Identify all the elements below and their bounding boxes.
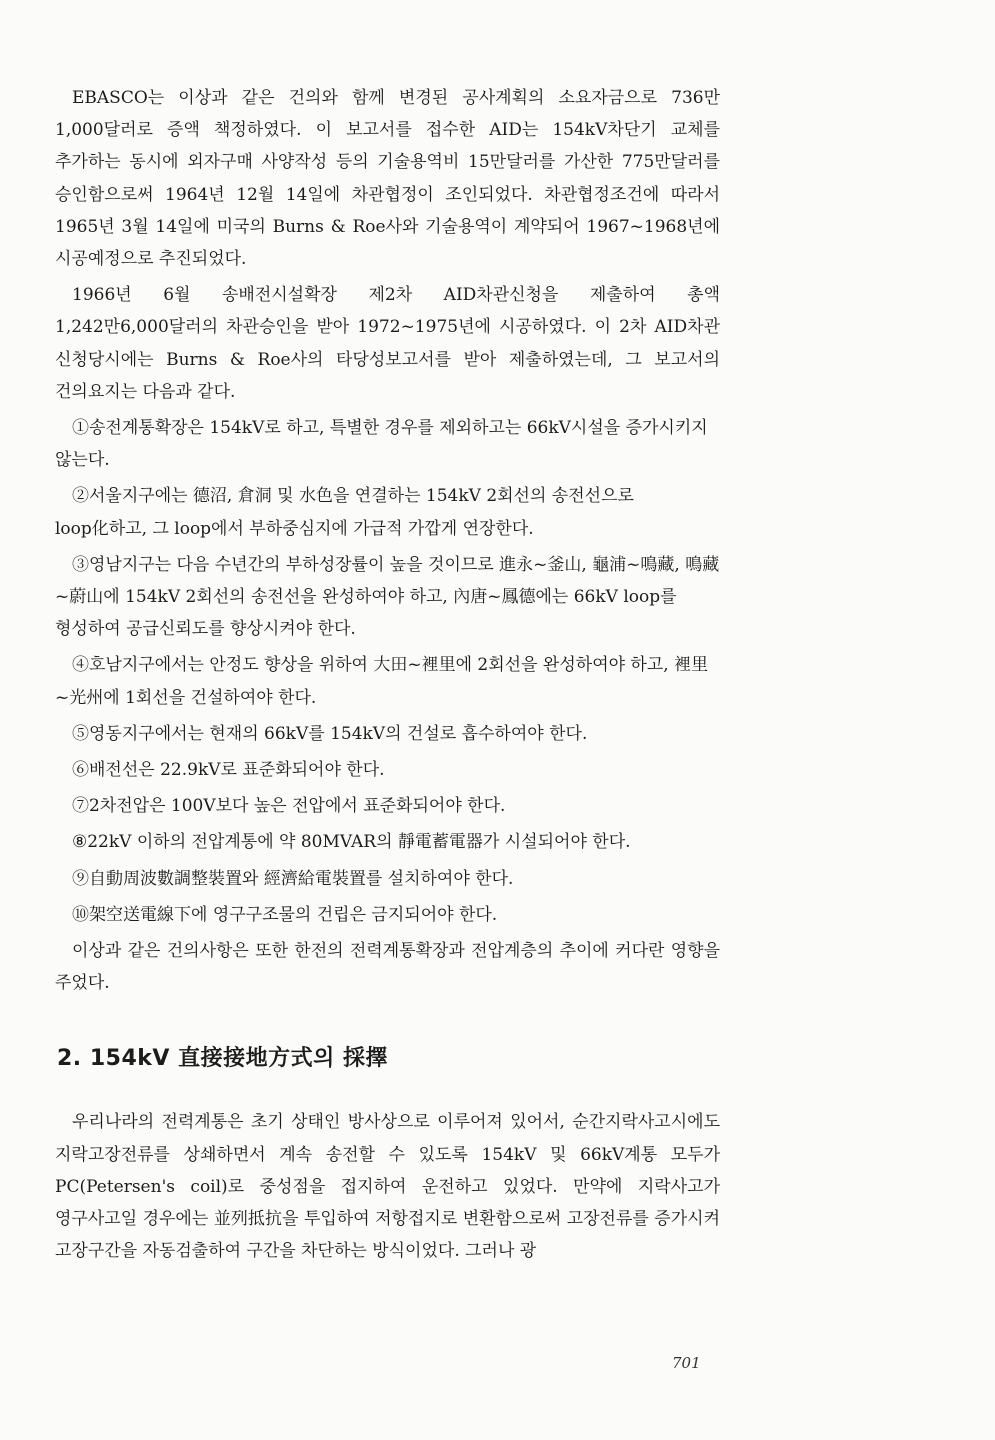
list-item: ②서울지구에는 德沼, 倉洞 및 水色을 연결하는 154kV 2회선의 송전선으로 loop化하고, 그 loop에서 부하중심지에 가급적 가깝게 연장한다. [55,486,634,539]
list-item: ③영남지구는 다음 수년간의 부하성장률이 높을 것이므로 進永~釜山, 龜浦~鳴藏, 鳴藏~蔚山에 154kV 2회선의 송전선을 완성하여야 하고, 內唐~鳳德에는 66kV loop를 형성하여 공급신뢰도를 향상시켜야 한다. [55,554,720,640]
paragraph-influence: 이상과 같은 건의사항은 또한 한전의 전력계통확장과 전압계층의 추이에 커다란 영향을 주었다. [55,941,720,994]
list-item: ⑦2차전압은 100V보다 높은 전압에서 표준화되어야 한다. [72,796,506,817]
paragraph-second-aid-loan: 1966년 6월 송배전시설확장 제2차 AID차관신청을 제출하여 총액 1,242만6,000달러의 차관승인을 받아 1972~1975년에 시공하였다. 이 2차 AID차관 신청당시에는 Burns & Roe사의 타당성보고서를 받아 제출하였는데, 그 보고서의 건의요지는 다음과 같다. [55,285,720,402]
page-number: 701 [672,1354,701,1372]
recommendation-list [55,412,720,931]
paragraph-ebasco: EBASCO는 이상과 같은 건의와 함께 변경된 공사계획의 소요자금으로 736만 1,000달러로 증액 책정하였다. 이 보고서를 접수한 AID는 154kV차단기 교체를 추가하는 동시에 외자구매 사양작성 등의 기술용역비 15만달러를 가산한 775만달러를 승인함으로써 1964년 12월 14일에 차관협정이 조인되었다. 차관협정조건에 따라서 1965년 3월 14일에 미국의 Burns & Roe사와 기술용역이 계약되어 1967~1968년에 시공예정으로 추진되었다. [55,88,720,270]
list-item: ⑩架空送電線下에 영구구조물의 건립은 금지되어야 한다. [72,904,498,925]
section-heading: 2. 154kV 直接接地方式의 採擇 [57,1046,388,1072]
list-item: ①송전계통확장은 154kV로 하고, 특별한 경우를 제외하고는 66kV시설을 증가시키지 않는다. [55,418,708,471]
document-body [55,82,720,1272]
list-item: ⑤영동지구에서는 현재의 66kV를 154kV의 건설로 흡수하여야 한다. [72,723,588,744]
list-item: ⑧22kV 이하의 전압계통에 약 80MVAR의 靜電蓄電器가 시설되어야 한다. [72,832,631,853]
list-item: ⑥배전선은 22.9kV로 표준화되어야 한다. [72,760,385,781]
list-item: ⑨自動周波數調整裝置와 經濟給電裝置를 설치하여야 한다. [72,868,514,889]
paragraph-grounding: 우리나라의 전력계통은 초기 상태인 방사상으로 이루어져 있어서, 순간지락사고시에도 지락고장전류를 상쇄하면서 계속 송전할 수 있도록 154kV 및 66kV계통 모두가 PC(Petersen's coil)로 중성점을 접지하여 운전하고 있었다. 만약에 지락사고가 영구사고일 경우에는 並列抵抗을 투입하여 저항접지로 변환함으로써 고장전류를 증가시켜 고장구간을 자동검출하여 구간을 차단하는 방식이었다. 그러나 광 [55,1112,720,1262]
list-item: ④호남지구에서는 안정도 향상을 위하여 大田~裡里에 2회선을 완성하여야 하고, 裡里~光州에 1회선을 건설하여야 한다. [55,655,709,708]
